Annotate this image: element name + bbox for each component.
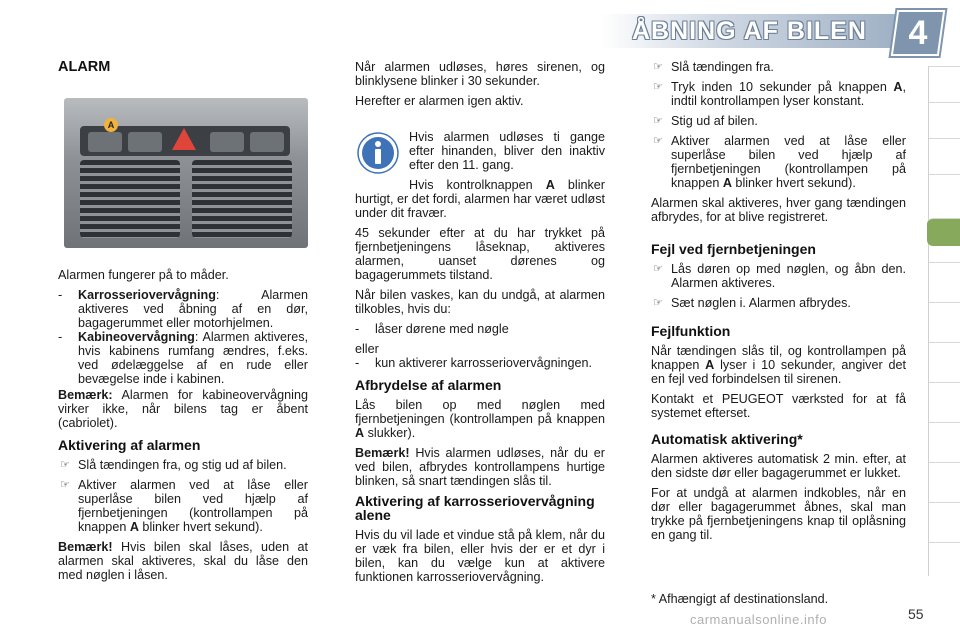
side-tab[interactable] (929, 342, 960, 370)
lock-delay-paragraph: 45 sekunder efter at du har trykket på fjernbetjeningens låseknap, aktiveres alarmen, uanset dørenes og bagagerummets tilstand. (355, 226, 605, 282)
section-heading-alarm: ALARM (58, 59, 111, 75)
side-tab[interactable] (929, 302, 960, 330)
section-heading-remote-fault: Fejl ved fjernbetjeningen (651, 241, 816, 257)
section-heading-auto-activation: Automatisk aktivering* (651, 431, 803, 447)
column-middle (355, 60, 605, 590)
section-heading-activation: Aktivering af alarmen (58, 437, 201, 453)
wash-option: - kun aktiverer karrosseriovervågningen. (355, 356, 592, 370)
pointing-hand-icon: ☞ (60, 459, 70, 471)
air-vent-left (80, 160, 180, 238)
side-tab[interactable] (929, 66, 960, 94)
callout-a: A (104, 118, 118, 132)
side-tab[interactable] (929, 382, 960, 410)
info-text-2: Hvis kontrolknappen A blinker hurtigt, er det fordi, alarmen har været udløst under dit fravær. (355, 178, 605, 220)
info-text-1: Hvis alarmen udløses ti gange efter hinanden, bliver den inaktiv efter den 11. gang. (409, 130, 605, 172)
instruction-item: ☞ Sæt nøglen i. Alarmen afbrydes. (653, 296, 851, 310)
rearm-paragraph: Herefter er alarmen igen aktiv. (355, 94, 524, 108)
panel-button (250, 132, 284, 152)
panel-button (210, 132, 244, 152)
dash-marker: - (58, 330, 63, 344)
siren-paragraph: Når alarmen udløses, høres sirenen, og blinklysene blinker i 30 sekunder. (355, 60, 605, 88)
pointing-hand-icon: ☞ (653, 135, 663, 147)
watermark: carmanualsonline.info (690, 612, 827, 627)
deactivation-text: Lås bilen op med nøglen med fjernbetjeningen (kontrollampen på knappen A slukker). (355, 398, 605, 440)
malfunction-text: Når tændingen slås til, og kontrollampen på knappen A lyser i 10 sekunder, angiver det en fejl ved forbindelsen til sirenen. (651, 344, 906, 386)
chapter-number: 4 (908, 14, 928, 52)
instruction-item: ☞ Slå tændingen fra, og stig ud af bilen. (60, 458, 287, 472)
pointing-hand-icon: ☞ (653, 115, 663, 127)
section-heading-malfunction: Fejlfunktion (651, 323, 731, 339)
body-only-text: Hvis du vil lade et vindue stå på klem, når du er væk fra bilen, eller hvis der er et dyr i bilen, kan du vælge kun at aktivere funktionen karrosseriovervågning. (355, 528, 605, 584)
cabin-note: Bemærk: Alarmen for kabineovervågning virker ikke, når bilens tag er åbent (cabriolet). (58, 388, 308, 430)
instruction-item: ☞ Aktiver alarmen ved at låse eller superlåse bilen ved hjælp af fjernbetjeningen (kontrollampen på knappen A blinker hvert sekund). (60, 478, 308, 534)
side-tab[interactable] (929, 174, 960, 202)
auto-text-1: Alarmen aktiveres automatisk 2 min. efter, at den sidste dør eller bagagerummet er lukket. (651, 452, 906, 480)
instruction-item: ☞ Tryk inden 10 sekunder på knappen A, indtil kontrollampen lyser konstant. (653, 80, 906, 108)
deactivation-note: Bemærk! Hvis alarmen udløses, når du er ved bilen, afbrydes kontrollampens hurtige blinken, så snart tændingen slås til. (355, 446, 605, 488)
page-number: 55 (908, 606, 924, 622)
instruction-item: ☞ Slå tændingen fra. (653, 60, 774, 74)
info-icon (357, 132, 399, 174)
auto-text-2: For at undgå at alarmen indkobles, når en dør eller bagagerummet åbnes, skal man trykke på fjernbetjeningens knap til oplåsning en gang til. (651, 486, 906, 542)
instruction-item: ☞ Stig ud af bilen. (653, 114, 758, 128)
side-tab[interactable] (929, 262, 960, 290)
pointing-hand-icon: ☞ (653, 81, 663, 93)
wash-option: - låser dørene med nøgle (355, 322, 509, 336)
register-paragraph: Alarmen skal aktiveres, hver gang tændingen afbrydes, for at blive registreret. (651, 196, 906, 224)
panel-button (128, 132, 162, 152)
or-text: eller (355, 342, 379, 356)
section-heading-deactivation: Afbrydelse af alarmen (355, 377, 502, 393)
instruction-item: ☞ Aktiver alarmen ved at låse eller superlåse bilen ved hjælp af fjernbetjeningen (kontrollampen på knappen A blinker hvert sekund). (653, 134, 906, 190)
alarm-intro: Alarmen fungerer på to måder. (58, 268, 229, 282)
dashboard-photo (64, 98, 308, 248)
alarm-mode-item: - Karrosseriovervågning: Alarmen aktiveres ved åbning af en dør, bagagerummet eller motorhjelmen. (58, 288, 308, 330)
side-tab[interactable] (929, 542, 960, 570)
side-tab[interactable] (929, 422, 960, 450)
footnote: * Afhængigt af destinationsland. (651, 592, 829, 606)
column-left (58, 60, 308, 588)
dash-marker: - (58, 288, 63, 302)
page-title: ÅBNING AF BILEN (632, 17, 867, 45)
pointing-hand-icon: ☞ (60, 479, 70, 491)
hazard-icon (172, 128, 196, 150)
air-vent-right (192, 160, 292, 238)
alarm-mode-item: - Kabineovervågning: Alarmen aktiveres, hvis kabinens rumfang ændres, f.eks. ved ødelæggelse af en rude eller bevægelse inde i kabinen. (58, 330, 308, 386)
pointing-hand-icon: ☞ (653, 61, 663, 73)
side-tab[interactable] (929, 502, 960, 530)
side-tab[interactable] (929, 102, 960, 130)
contact-paragraph: Kontakt et PEUGEOT værksted for at få systemet efterset. (651, 392, 906, 420)
instruction-item: ☞ Lås døren op med nøglen, og åbn den. Alarmen aktiveres. (653, 262, 906, 290)
side-tab-active[interactable] (927, 218, 960, 246)
side-tab[interactable] (929, 138, 960, 166)
side-tab[interactable] (929, 462, 960, 490)
dash-marker: - (355, 356, 360, 370)
pointing-hand-icon: ☞ (653, 297, 663, 309)
section-heading-body-only: Aktivering af karrosseriovervågning alene (355, 493, 595, 523)
info-box (355, 130, 605, 220)
pointing-hand-icon: ☞ (653, 263, 663, 275)
dash-marker: - (355, 322, 360, 336)
wash-paragraph: Når bilen vaskes, kan du undgå, at alarmen tilkobles, hvis du: (355, 288, 605, 316)
alarm-button (88, 132, 122, 152)
side-tab-strip (928, 66, 960, 576)
column-right (651, 60, 906, 548)
lock-note: Bemærk! Hvis bilen skal låses, uden at alarmen skal aktiveres, skal du låse den med nøglen i låsen. (58, 540, 308, 582)
